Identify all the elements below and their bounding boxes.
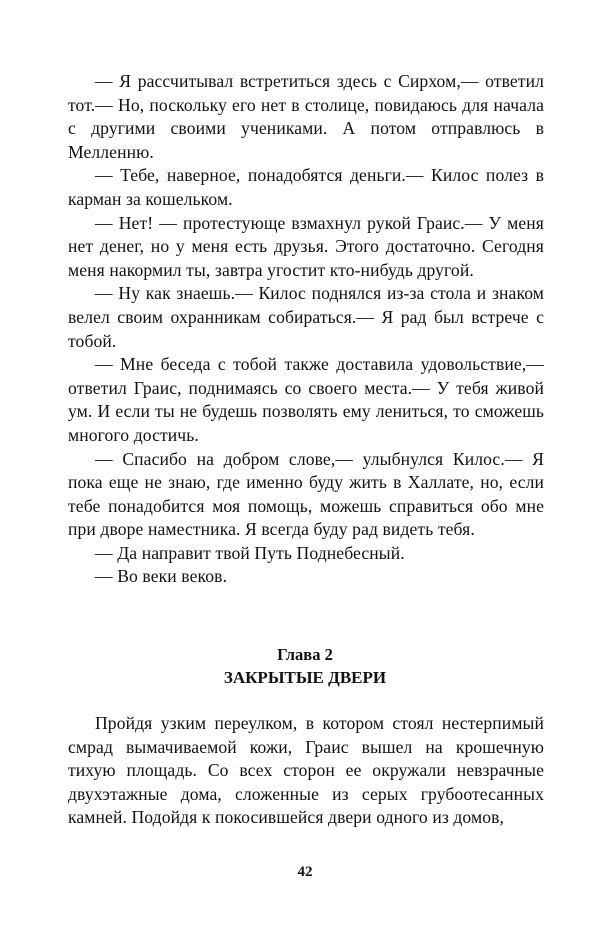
chapter-body xyxy=(68,712,544,830)
paragraph: — Я рассчитывал встретиться здесь с Сирхом,— ответил тот.— Но, поскольку его нет в столице, повидаюсь для начала с другими своими учениками. А потом отправлюсь в Мелленню. xyxy=(68,71,544,162)
page-number: 42 xyxy=(297,864,313,880)
chapter-title: ЗАКРЫТЫЕ ДВЕРИ xyxy=(223,668,387,687)
opening-paragraph: Пройдя узким переулком, в котором стоял нестерпимый смрад вымачиваемой кожи, Граис вышел на крошечную тихую площадь. Со всех сторон ее окружали невзрачные двухэтажные дома, сложенные из серых грубоотесанных камней. Подойдя к покосившейся двери одного из домов, xyxy=(68,713,544,828)
dialogue-section xyxy=(68,70,544,589)
chapter-number: Глава 2 xyxy=(277,645,333,664)
paragraph: — Спасибо на добром слове,— улыбнулся Килос.— Я пока еще не знаю, где именно буду жить в Халлате, но, если тебе понадобится моя помощь, можешь справиться обо мне при дворе наместника. Я всегда буду рад видеть тебя. xyxy=(68,448,544,540)
paragraph: — Ну как знаешь.— Килос поднялся из-за стола и знаком велел своим охранникам собираться.— Я рад был встрече с тобой. xyxy=(68,283,544,351)
paragraph: — Нет! — протестующе взмахнул рукой Граис.— У меня нет денег, но у меня есть друзья. Этого достаточно. Сегодня меня накормил ты, завтра угостит кто-нибудь другой. xyxy=(68,212,544,280)
paragraph: — Тебе, наверное, понадобятся деньги.— Килос полез в карман за кошельком. xyxy=(68,165,544,209)
paragraph: — Мне беседа с тобой также доставила удовольствие,— ответил Граис, поднимаясь со своего места.— У тебя живой ум. И если ты не будешь позволять ему лениться, то сможешь многого достичь. xyxy=(68,354,544,445)
paragraph: — Во веки веков. xyxy=(95,566,228,587)
paragraph: — Да направит твой Путь Поднебесный. xyxy=(95,542,405,563)
